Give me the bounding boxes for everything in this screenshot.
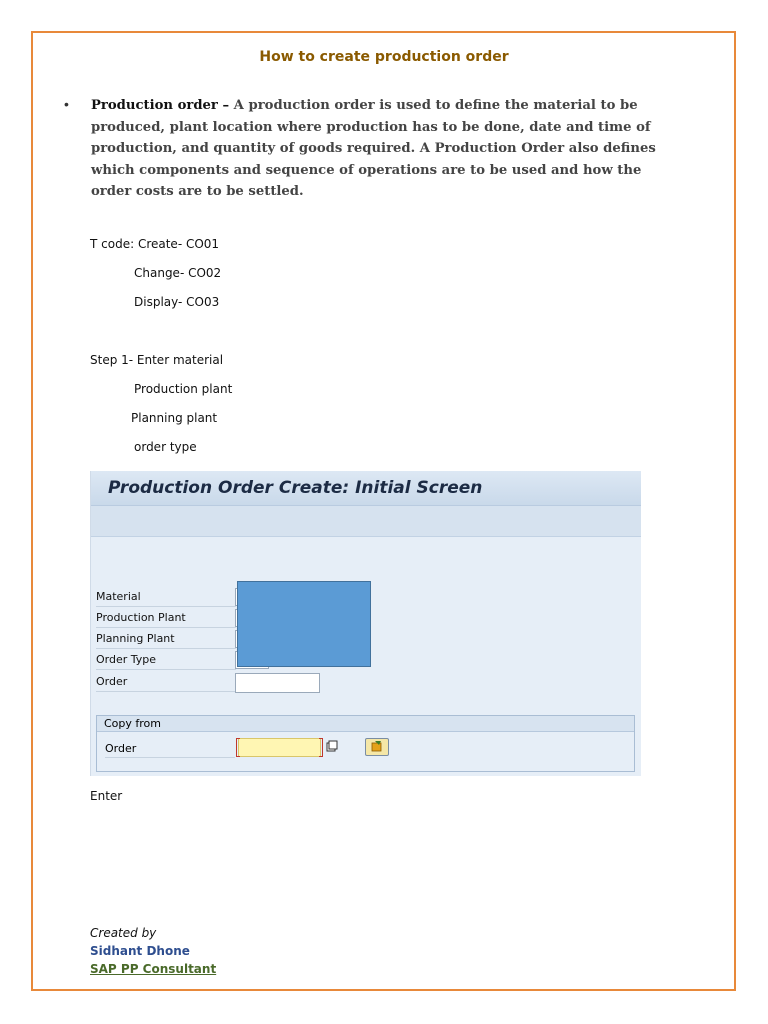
copy-order-label: Order: [105, 740, 235, 758]
copy-from-group: [96, 715, 635, 772]
tcode-display: Display- CO03: [134, 295, 220, 309]
production-plant-label: Production Plant: [96, 608, 236, 628]
execute-icon[interactable]: [365, 738, 389, 756]
planning-plant-label: Planning Plant: [96, 629, 236, 649]
document-title: How to create production order: [259, 49, 509, 65]
sap-title-bar: [91, 471, 641, 506]
tcode-change: Change- CO02: [134, 266, 222, 280]
bullet-icon: •: [64, 96, 69, 112]
input-bracket-left: [236, 738, 240, 757]
tcode-create: T code: Create- CO01: [90, 237, 220, 251]
intro-dash: –: [217, 98, 234, 113]
order-type-label: Order Type: [96, 650, 236, 670]
intro-paragraph: [91, 95, 671, 203]
order-input[interactable]: [235, 673, 320, 693]
intro-text: A production order is used to define the material to be produced, plant location where production has to be done, date and time of production, and quantity of goods required. A Production Order also defines which components and sequence of operations are to be used and how the order costs are to be settled.: [91, 98, 656, 199]
enter-instruction: Enter: [90, 789, 123, 803]
copy-order-input[interactable]: [238, 738, 321, 757]
created-by-label: Created by: [90, 926, 157, 940]
copy-from-heading: Copy from: [97, 716, 634, 732]
sap-screen-title: Production Order Create: Initial Screen: [108, 478, 483, 498]
step1-line3: Planning plant: [131, 411, 218, 425]
intro-term: Production order: [91, 98, 218, 113]
step1-line1: Step 1- Enter material: [90, 353, 224, 367]
author-role: SAP PP Consultant: [90, 962, 217, 976]
redaction-box: [237, 581, 371, 667]
input-bracket-right: [319, 738, 323, 757]
step1-line2: Production plant: [134, 382, 233, 396]
material-label: Material: [96, 587, 236, 607]
step1-line4: order type: [134, 440, 197, 454]
sap-toolbar: [91, 506, 641, 537]
sap-screenshot: [90, 471, 641, 776]
author-name: Sidhant Dhone: [90, 944, 190, 958]
value-help-icon[interactable]: [326, 740, 338, 752]
order-label: Order: [96, 672, 236, 692]
